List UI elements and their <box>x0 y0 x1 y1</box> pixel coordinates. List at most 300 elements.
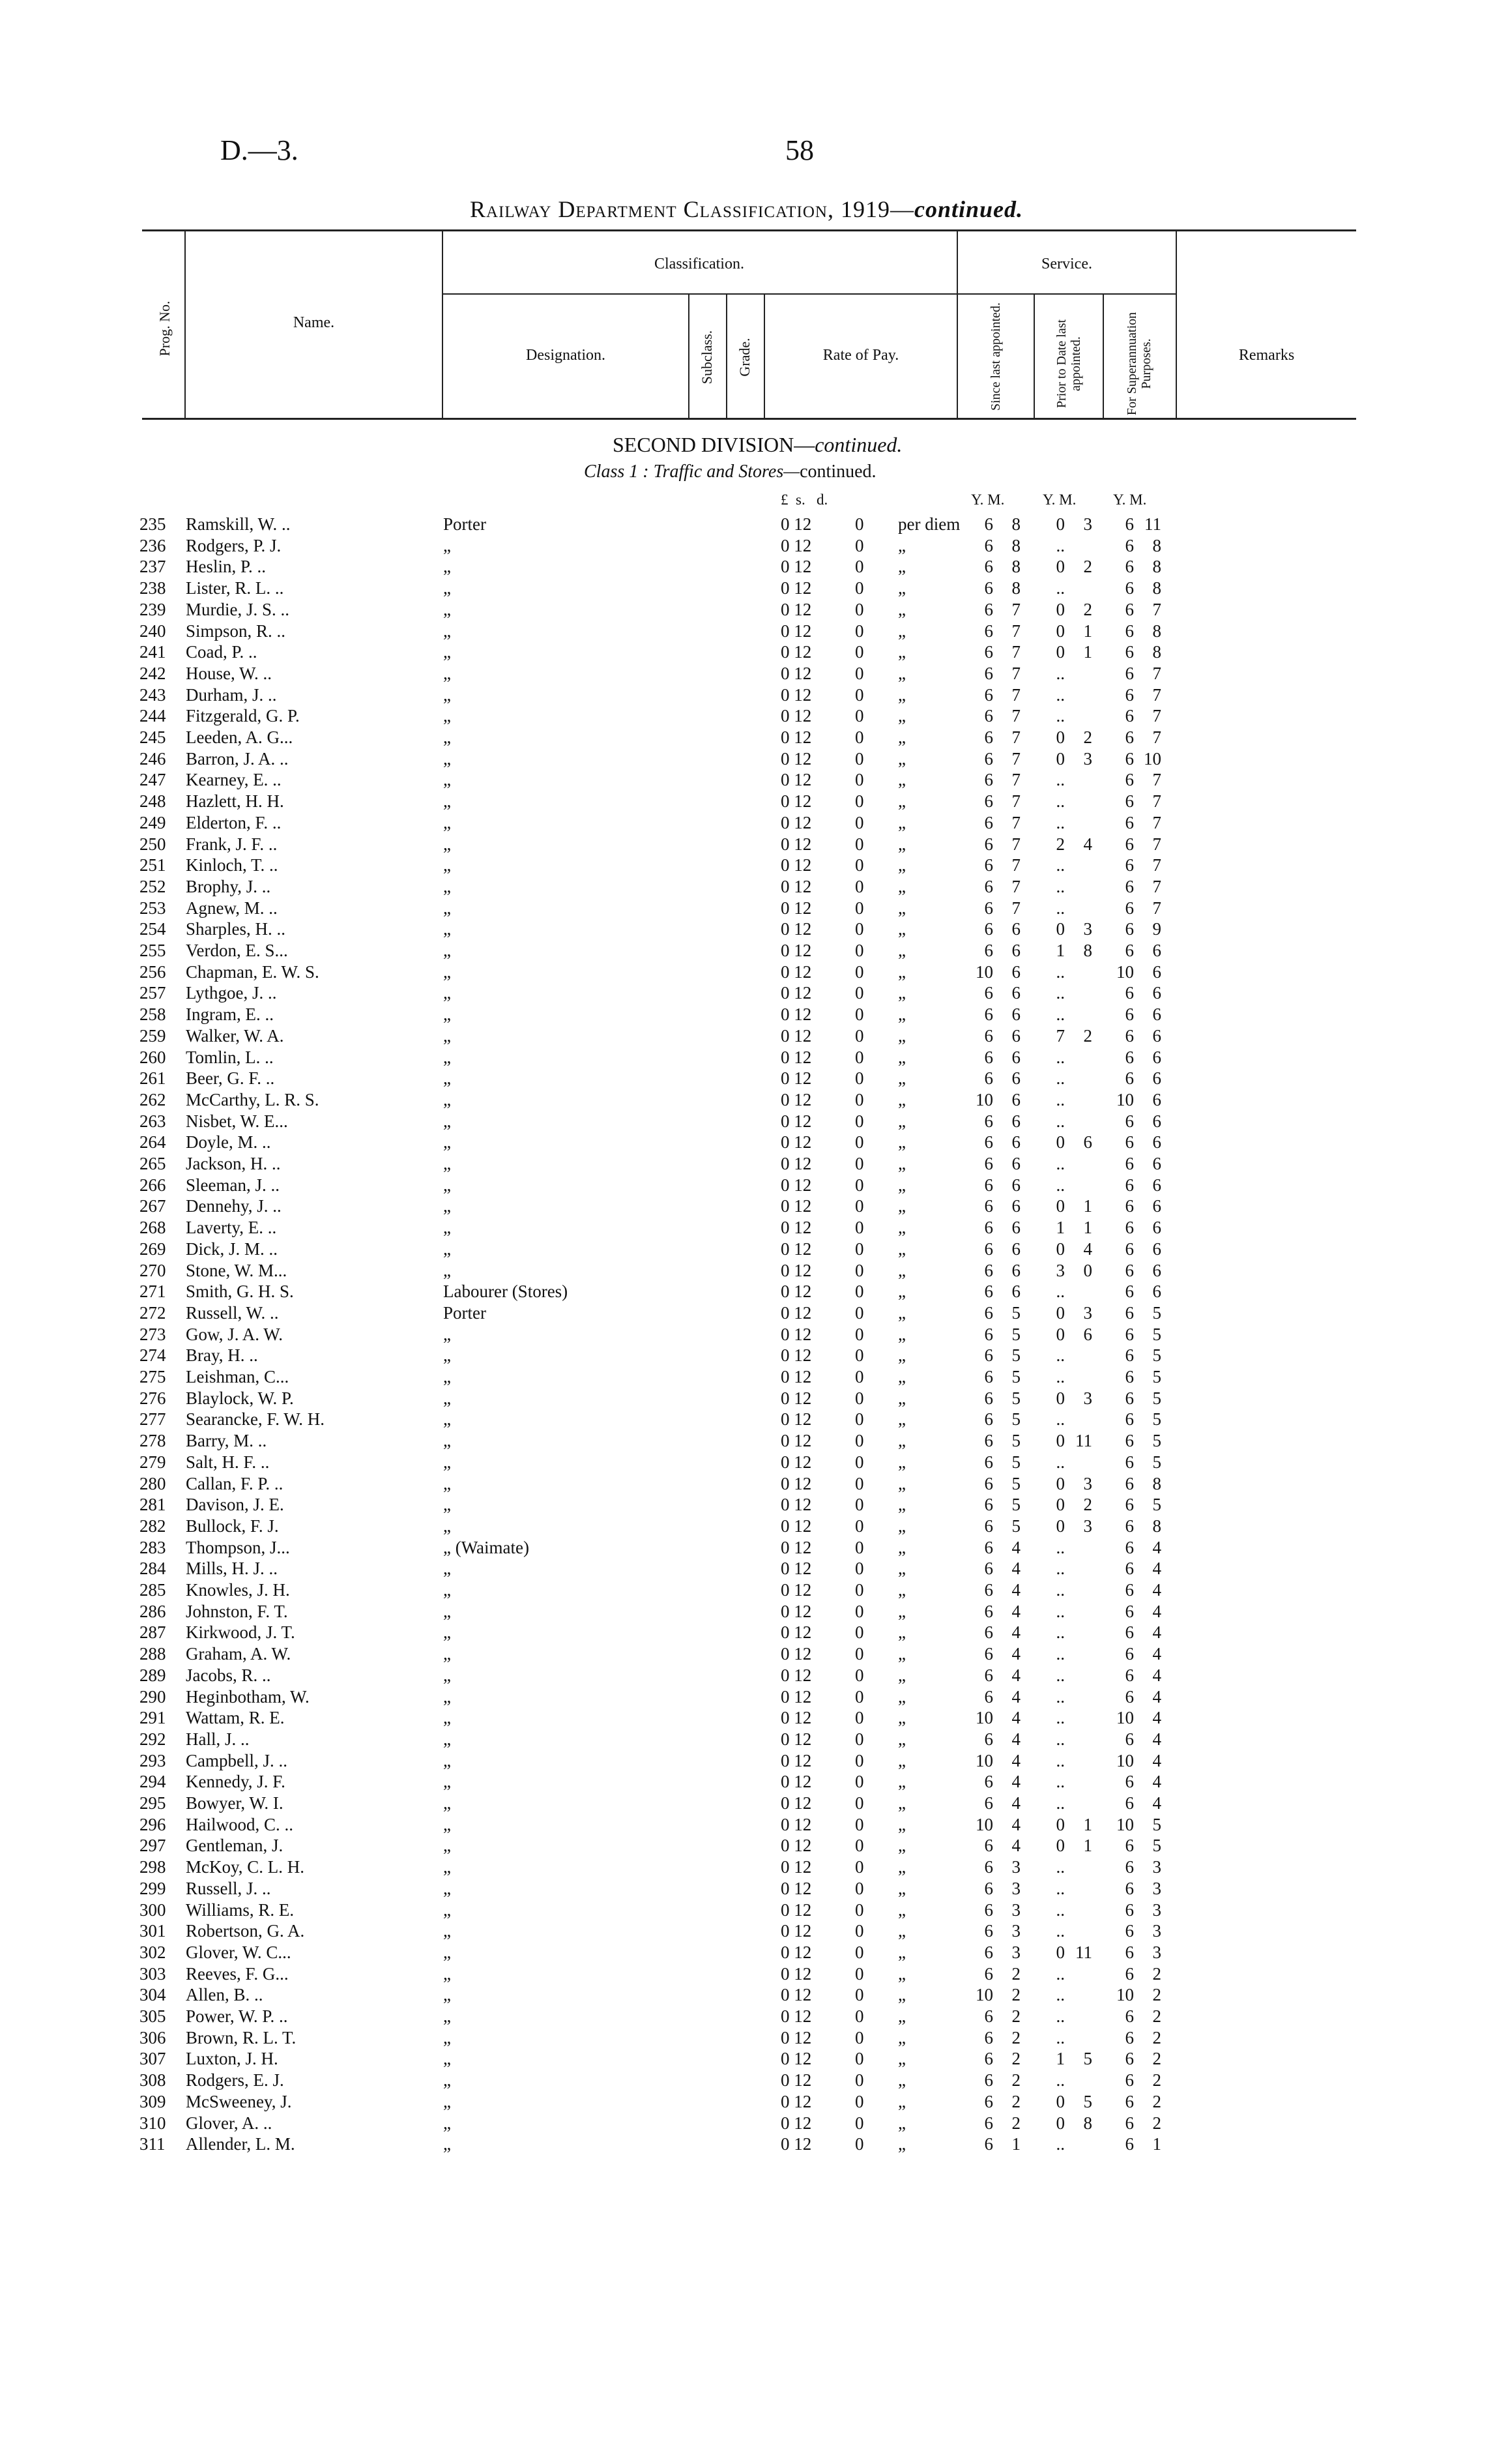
row-pay-unit: „ <box>898 1857 906 1877</box>
row-pay-pence: 0 <box>855 1708 864 1728</box>
row-designation: „ <box>443 1644 451 1664</box>
units-super: Y. M. <box>1113 491 1147 508</box>
table-row <box>0 535 1493 557</box>
row-super-months: 6 <box>1152 1089 1161 1109</box>
row-since-years: 6 <box>984 1302 993 1323</box>
row-since-months: 5 <box>1011 1473 1021 1493</box>
row-pay: 0 12 <box>781 2049 812 2069</box>
row-designation: „ <box>443 621 451 641</box>
row-super-years: 6 <box>1125 557 1134 577</box>
row-pay-pence: 0 <box>855 1622 864 1643</box>
row-number: 251 <box>139 855 166 875</box>
row-pay: 0 12 <box>781 1537 812 1557</box>
row-pay-pence: 0 <box>855 1899 864 1920</box>
row-designation: „ <box>443 1580 451 1600</box>
row-pay: 0 12 <box>781 1985 812 2005</box>
row-designation: „ <box>443 941 451 960</box>
row-number: 289 <box>139 1665 166 1685</box>
row-super-months: 6 <box>1152 1154 1161 1173</box>
row-super-years: 6 <box>1125 1559 1134 1579</box>
row-super-years: 6 <box>1125 1793 1134 1813</box>
row-designation: „ <box>443 1473 451 1493</box>
row-number: 254 <box>139 919 166 939</box>
table-row <box>0 1430 1493 1452</box>
row-number: 296 <box>139 1814 166 1834</box>
row-super-years: 6 <box>1125 855 1134 875</box>
row-since-months: 4 <box>1011 1622 1021 1643</box>
table-row <box>0 2006 1493 2027</box>
row-since-years: 6 <box>984 2070 993 2090</box>
table-row <box>0 2134 1493 2155</box>
row-pay: 0 12 <box>781 1857 812 1877</box>
row-number: 303 <box>139 1963 166 1984</box>
row-since-months: 7 <box>1011 642 1021 662</box>
row-pay: 0 12 <box>781 1516 812 1536</box>
row-name: Stone, W. M... <box>186 1260 287 1280</box>
row-designation: „ <box>443 706 451 726</box>
row-name: Brophy, J. .. <box>186 876 271 896</box>
row-super-months: 6 <box>1152 1025 1161 1046</box>
row-pay-pence: 0 <box>855 855 864 875</box>
row-name: Campbell, J. .. <box>186 1750 287 1770</box>
row-prior-years: 0 <box>1056 599 1065 619</box>
row-pay-unit: „ <box>898 748 906 769</box>
row-designation: „ <box>443 1025 451 1046</box>
row-name: Leeden, A. G... <box>186 727 293 747</box>
row-name: Chapman, E. W. S. <box>186 961 319 982</box>
row-since-months: 6 <box>1011 941 1021 960</box>
row-number: 298 <box>139 1857 166 1877</box>
row-since-years: 6 <box>984 791 993 812</box>
row-name: Barry, M. .. <box>186 1431 267 1451</box>
row-name: Walker, W. A. <box>186 1025 284 1046</box>
row-prior-years: .. <box>1056 770 1065 790</box>
row-designation: „ <box>443 1089 451 1109</box>
row-pay-pence: 0 <box>855 1260 864 1280</box>
row-super-months: 2 <box>1152 2091 1161 2111</box>
row-super-months: 4 <box>1152 1793 1161 1813</box>
row-number: 292 <box>139 1729 166 1749</box>
header-classification: Classification. <box>654 256 744 272</box>
row-pay-unit: „ <box>898 1772 906 1792</box>
row-pay-unit: „ <box>898 727 906 747</box>
row-designation: „ <box>443 1963 451 1984</box>
row-super-years: 6 <box>1125 1345 1134 1366</box>
row-designation: „ <box>443 1388 451 1408</box>
table-row <box>0 1153 1493 1175</box>
row-designation: „ <box>443 1793 451 1813</box>
row-number: 246 <box>139 748 166 769</box>
row-prior-years: .. <box>1056 1537 1065 1557</box>
row-pay: 0 12 <box>781 1089 812 1109</box>
row-pay: 0 12 <box>781 1601 812 1621</box>
row-pay-unit: „ <box>898 2006 906 2026</box>
row-super-months: 2 <box>1152 2027 1161 2047</box>
row-since-years: 6 <box>984 1175 993 1195</box>
row-super-years: 6 <box>1125 1324 1134 1344</box>
row-prior-years: 0 <box>1056 514 1065 534</box>
row-since-months: 2 <box>1011 2070 1021 2090</box>
row-super-years: 6 <box>1125 599 1134 619</box>
row-since-months: 6 <box>1011 1260 1021 1280</box>
row-name: Leishman, C... <box>186 1367 289 1386</box>
row-pay: 0 12 <box>781 2091 812 2111</box>
row-pay-unit: „ <box>898 876 906 896</box>
row-number: 270 <box>139 1260 166 1280</box>
row-since-years: 6 <box>984 578 993 598</box>
row-pay: 0 12 <box>781 770 812 790</box>
row-number: 308 <box>139 2070 166 2090</box>
row-pay: 0 12 <box>781 812 812 832</box>
row-name: McSweeney, J. <box>186 2091 292 2111</box>
row-prior-months: 3 <box>1083 919 1092 939</box>
row-super-years: 6 <box>1125 1302 1134 1323</box>
row-designation: „ <box>443 1431 451 1451</box>
table-row <box>0 1473 1493 1495</box>
row-prior-months: 8 <box>1083 941 1092 960</box>
row-prior-months: 2 <box>1083 1025 1092 1046</box>
row-pay: 0 12 <box>781 1750 812 1770</box>
row-designation: „ <box>443 1132 451 1152</box>
row-name: Hailwood, C. .. <box>186 1814 293 1834</box>
row-pay: 0 12 <box>781 1665 812 1685</box>
table-row <box>0 1111 1493 1132</box>
row-name: Luxton, J. H. <box>186 2049 278 2069</box>
row-pay: 0 12 <box>781 1196 812 1216</box>
row-name: Elderton, F. .. <box>186 812 282 832</box>
row-since-years: 6 <box>984 1857 993 1877</box>
row-designation: „ <box>443 1345 451 1366</box>
row-pay-unit: „ <box>898 2113 906 2133</box>
row-number: 273 <box>139 1324 166 1344</box>
row-super-years: 6 <box>1125 876 1134 896</box>
table-row <box>0 1793 1493 1814</box>
row-super-years: 6 <box>1125 898 1134 918</box>
row-super-months: 3 <box>1152 1921 1161 1941</box>
row-since-years: 6 <box>984 1409 993 1430</box>
class-title <box>584 462 877 482</box>
row-prior-years: 0 <box>1056 1836 1065 1856</box>
row-designation: „ <box>443 1686 451 1707</box>
row-pay-pence: 0 <box>855 535 864 555</box>
row-number: 268 <box>139 1218 166 1238</box>
row-designation: „ <box>443 1175 451 1195</box>
row-designation: „ <box>443 727 451 747</box>
row-pay-pence: 0 <box>855 770 864 790</box>
row-prior-months: 1 <box>1083 1196 1092 1216</box>
row-designation: „ <box>443 2006 451 2026</box>
row-pay: 0 12 <box>781 578 812 598</box>
row-pay-unit: „ <box>898 1260 906 1280</box>
row-number: 262 <box>139 1089 166 1109</box>
row-pay: 0 12 <box>781 1302 812 1323</box>
row-pay-unit: „ <box>898 1985 906 2005</box>
row-super-months: 7 <box>1152 684 1161 705</box>
row-name: Searancke, F. W. H. <box>186 1409 325 1430</box>
table-row <box>0 834 1493 855</box>
row-since-months: 4 <box>1011 1836 1021 1856</box>
table-row <box>0 769 1493 791</box>
row-pay-unit: „ <box>898 1878 906 1898</box>
row-name: Knowles, J. H. <box>186 1580 290 1600</box>
row-since-months: 5 <box>1011 1302 1021 1323</box>
row-number: 264 <box>139 1132 166 1152</box>
row-prior-months: 1 <box>1083 1836 1092 1856</box>
row-since-months: 2 <box>1011 1985 1021 2005</box>
row-super-months: 7 <box>1152 812 1161 832</box>
row-since-years: 6 <box>984 1239 993 1259</box>
row-prior-years: 1 <box>1056 2049 1065 2069</box>
row-since-years: 6 <box>984 1431 993 1451</box>
row-pay: 0 12 <box>781 1239 812 1259</box>
row-super-months: 3 <box>1152 1857 1161 1877</box>
row-since-years: 6 <box>984 983 993 1003</box>
row-name: Bray, H. .. <box>186 1345 258 1366</box>
row-prior-years: .. <box>1056 791 1065 812</box>
row-number: 263 <box>139 1111 166 1131</box>
row-super-months: 6 <box>1152 1260 1161 1280</box>
row-name: Thompson, J... <box>186 1537 290 1557</box>
row-number: 287 <box>139 1622 166 1643</box>
row-designation: „ <box>443 1601 451 1621</box>
page-number: 58 <box>785 134 814 166</box>
row-prior-months: 11 <box>1075 1431 1092 1451</box>
row-pay-pence: 0 <box>855 919 864 939</box>
row-since-months: 6 <box>1011 919 1021 939</box>
row-pay: 0 12 <box>781 1473 812 1493</box>
row-name: Barron, J. A. .. <box>186 748 289 769</box>
row-super-years: 10 <box>1116 961 1134 982</box>
row-pay-unit: „ <box>898 1708 906 1728</box>
row-pay-unit: „ <box>898 1473 906 1493</box>
table-row <box>0 1878 1493 1899</box>
row-prior-months: 3 <box>1083 1302 1092 1323</box>
row-prior-years: 0 <box>1056 1814 1065 1834</box>
table-row <box>0 1686 1493 1708</box>
row-since-months: 4 <box>1011 1644 1021 1664</box>
row-super-years: 6 <box>1125 727 1134 747</box>
row-name: Mills, H. J. .. <box>186 1559 278 1579</box>
row-since-months: 6 <box>1011 1068 1021 1089</box>
row-name: Durham, J. .. <box>186 684 277 705</box>
row-super-years: 6 <box>1125 1495 1134 1515</box>
row-pay-pence: 0 <box>855 876 864 896</box>
row-prior-years: .. <box>1056 1899 1065 1920</box>
row-since-years: 6 <box>984 1367 993 1386</box>
row-pay-unit: „ <box>898 1025 906 1046</box>
row-pay-pence: 0 <box>855 1750 864 1770</box>
row-since-months: 4 <box>1011 1772 1021 1792</box>
row-name: Blaylock, W. P. <box>186 1388 294 1408</box>
row-designation: „ <box>443 2049 451 2069</box>
table-row <box>0 1175 1493 1196</box>
row-number: 283 <box>139 1537 166 1557</box>
table-row <box>0 1239 1493 1260</box>
row-since-months: 6 <box>1011 1111 1021 1131</box>
row-pay-pence: 0 <box>855 1985 864 2005</box>
row-pay-pence: 0 <box>855 557 864 577</box>
row-since-years: 6 <box>984 2049 993 2069</box>
row-number: 278 <box>139 1431 166 1451</box>
row-super-years: 6 <box>1125 1431 1134 1451</box>
row-pay-pence: 0 <box>855 1644 864 1664</box>
row-number: 255 <box>139 941 166 960</box>
row-name: Graham, A. W. <box>186 1644 291 1664</box>
row-super-years: 6 <box>1125 1175 1134 1195</box>
class-title-text: Class 1 : Traffic and Stores— <box>584 462 800 482</box>
row-pay-pence: 0 <box>855 663 864 683</box>
row-number: 284 <box>139 1559 166 1579</box>
row-super-months: 5 <box>1152 1302 1161 1323</box>
row-since-months: 5 <box>1011 1324 1021 1344</box>
row-designation: „ <box>443 812 451 832</box>
table-row <box>0 1729 1493 1750</box>
row-designation: „ <box>443 919 451 939</box>
row-pay: 0 12 <box>781 1772 812 1792</box>
table-row <box>0 1814 1493 1836</box>
table-row <box>0 1579 1493 1601</box>
table-row <box>0 2027 1493 2049</box>
row-pay-pence: 0 <box>855 2006 864 2026</box>
row-pay-unit: „ <box>898 770 906 790</box>
row-since-years: 10 <box>976 1089 993 1109</box>
row-pay-pence: 0 <box>855 1559 864 1579</box>
row-name: Allen, B. .. <box>186 1985 263 2005</box>
row-pay: 0 12 <box>781 1111 812 1131</box>
row-designation: „ <box>443 684 451 705</box>
row-pay-unit: „ <box>898 1814 906 1834</box>
row-prior-years: .. <box>1056 1729 1065 1749</box>
row-pay-unit: „ <box>898 1345 906 1366</box>
row-pay: 0 12 <box>781 1686 812 1707</box>
row-designation: „ <box>443 1409 451 1430</box>
row-number: 276 <box>139 1388 166 1408</box>
row-prior-years: .. <box>1056 1708 1065 1728</box>
row-designation: „ <box>443 1239 451 1259</box>
row-super-months: 5 <box>1152 1324 1161 1344</box>
row-prior-years: .. <box>1056 1963 1065 1984</box>
row-pay: 0 12 <box>781 642 812 662</box>
row-designation: „ <box>443 1196 451 1216</box>
row-super-years: 6 <box>1125 621 1134 641</box>
row-prior-years: .. <box>1056 812 1065 832</box>
row-super-years: 6 <box>1125 1452 1134 1472</box>
row-pay-unit: „ <box>898 1836 906 1856</box>
table-header <box>142 229 1356 420</box>
row-name: Fitzgerald, G. P. <box>186 706 300 726</box>
header-subclass: Subclass. <box>699 330 715 385</box>
row-designation: Porter <box>443 514 486 534</box>
row-pay: 0 12 <box>781 2134 812 2154</box>
row-since-months: 7 <box>1011 855 1021 875</box>
row-prior-years: 1 <box>1056 941 1065 960</box>
row-pay-pence: 0 <box>855 1878 864 1898</box>
row-since-years: 6 <box>984 1921 993 1941</box>
division-title <box>613 433 902 457</box>
row-name: Glover, A. .. <box>186 2113 272 2133</box>
row-designation: „ <box>443 535 451 555</box>
row-pay: 0 12 <box>781 791 812 812</box>
row-super-months: 4 <box>1152 1686 1161 1707</box>
row-pay-pence: 0 <box>855 1302 864 1323</box>
row-pay-unit: „ <box>898 1686 906 1707</box>
row-name: Verdon, E. S... <box>186 941 288 960</box>
row-since-months: 4 <box>1011 1580 1021 1600</box>
row-number: 253 <box>139 898 166 918</box>
row-number: 293 <box>139 1750 166 1770</box>
row-super-months: 5 <box>1152 1388 1161 1408</box>
row-prior-years: .. <box>1056 2070 1065 2090</box>
row-pay: 0 12 <box>781 1388 812 1408</box>
row-since-months: 4 <box>1011 1537 1021 1557</box>
row-super-months: 2 <box>1152 2070 1161 2090</box>
row-super-months: 8 <box>1152 1516 1161 1536</box>
header-service: Service. <box>1041 256 1092 272</box>
row-prior-years: .. <box>1056 1452 1065 1472</box>
row-pay-pence: 0 <box>855 1068 864 1089</box>
row-number: 237 <box>139 557 166 577</box>
row-super-months: 5 <box>1152 1431 1161 1451</box>
row-number: 295 <box>139 1793 166 1813</box>
table-row <box>0 982 1493 1004</box>
row-since-months: 4 <box>1011 1793 1021 1813</box>
table-row <box>0 1366 1493 1388</box>
table-row <box>0 1899 1493 1921</box>
row-prior-months: 0 <box>1083 1260 1092 1280</box>
row-prior-years: 0 <box>1056 727 1065 747</box>
row-since-months: 5 <box>1011 1388 1021 1408</box>
row-super-years: 6 <box>1125 1132 1134 1152</box>
table-row <box>0 641 1493 663</box>
table-row <box>0 1047 1493 1068</box>
units-pay: £ s. d. <box>781 491 828 508</box>
row-name: Coad, P. .. <box>186 642 257 662</box>
row-since-years: 6 <box>984 514 993 534</box>
row-since-months: 4 <box>1011 1601 1021 1621</box>
row-designation: „ <box>443 983 451 1003</box>
row-pay-unit: „ <box>898 983 906 1003</box>
row-pay: 0 12 <box>781 1963 812 1984</box>
header-since-last: Since last appointed. <box>989 302 1003 411</box>
row-prior-years: 7 <box>1056 1025 1065 1046</box>
row-name: Dennehy, J. .. <box>186 1196 282 1216</box>
row-name: Gentleman, J. <box>186 1836 283 1856</box>
title-year: 1919— <box>840 196 914 222</box>
row-super-years: 6 <box>1125 1963 1134 1984</box>
row-super-years: 6 <box>1125 1154 1134 1173</box>
row-super-years: 6 <box>1125 1111 1134 1131</box>
table-row <box>0 1942 1493 1963</box>
row-since-years: 6 <box>984 557 993 577</box>
row-pay-pence: 0 <box>855 727 864 747</box>
row-designation: „ <box>443 1665 451 1685</box>
row-prior-years: .. <box>1056 1985 1065 2005</box>
row-pay-pence: 0 <box>855 2113 864 2133</box>
row-designation: „ <box>443 2134 451 2154</box>
row-designation: „ <box>443 1260 451 1280</box>
row-name: Glover, W. C... <box>186 1942 291 1962</box>
row-since-years: 6 <box>984 1963 993 1984</box>
page-ref: D.—3. <box>220 134 298 166</box>
row-since-months: 6 <box>1011 1239 1021 1259</box>
row-pay-pence: 0 <box>855 684 864 705</box>
row-prior-years: 0 <box>1056 621 1065 641</box>
row-since-years: 6 <box>984 1025 993 1046</box>
row-since-years: 6 <box>984 1324 993 1344</box>
row-prior-months: 4 <box>1083 834 1092 854</box>
row-pay-pence: 0 <box>855 1814 864 1834</box>
table-row <box>0 1771 1493 1793</box>
